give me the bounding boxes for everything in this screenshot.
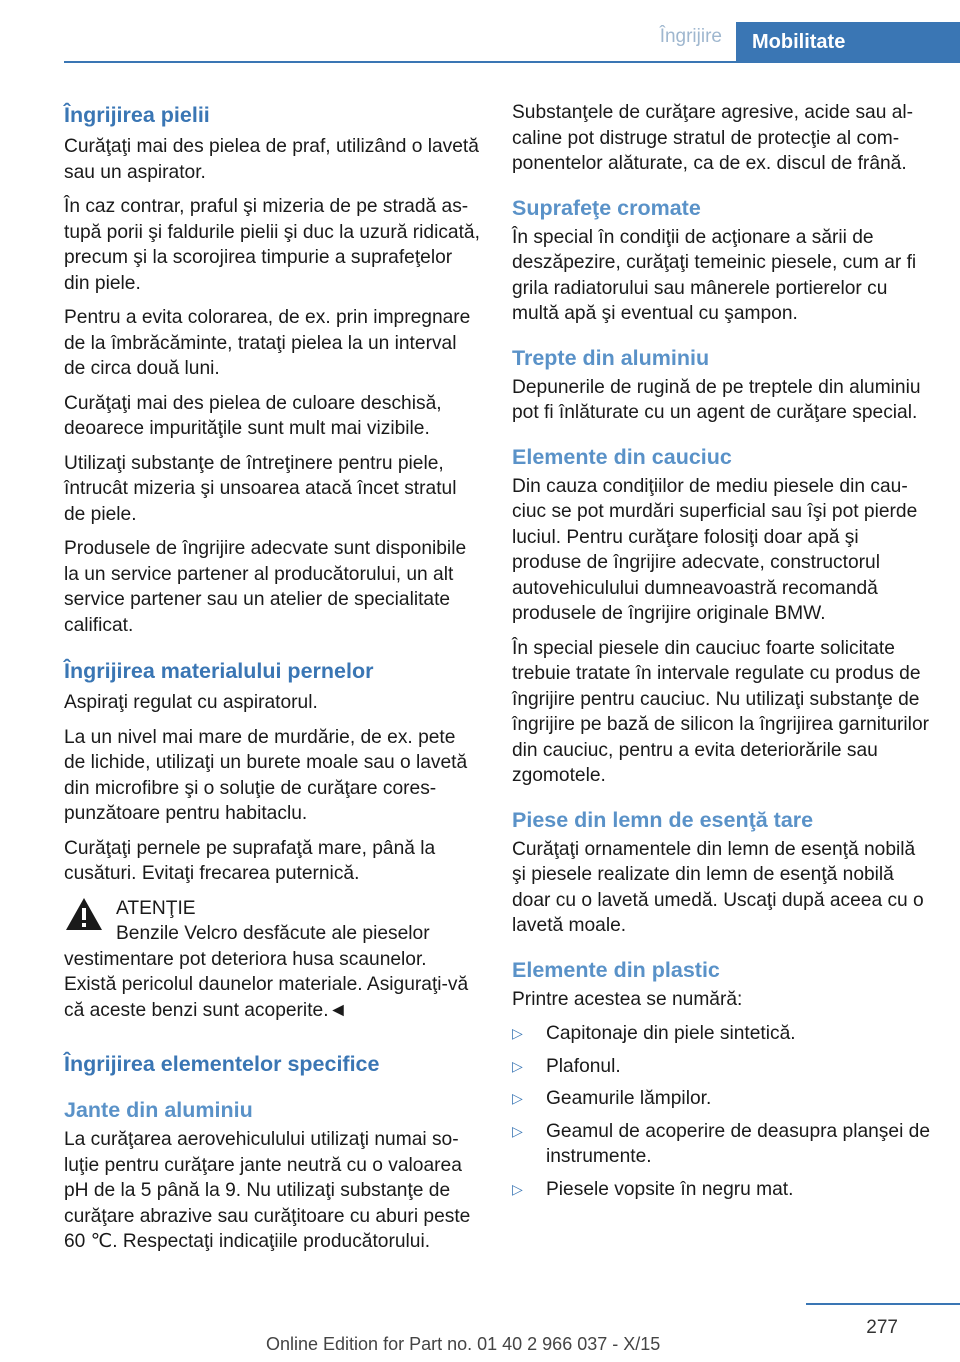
heading-aluminium-rims: Jante din aluminiu [64, 1098, 253, 1122]
heading-cushion-care: Îngrijirea materialului pernelor [64, 659, 374, 683]
triangle-bullet-icon: ▷ [512, 1122, 523, 1139]
left-column [64, 100, 482, 1264]
heading-hardwood-parts: Piese din lemn de esenţă tare [512, 807, 814, 832]
list-item: ▷ Geamurile lămpilor. [512, 1086, 930, 1112]
paragraph: Curăţaţi ornamentele din lemn de esenţă nobilă şi piesele realizate din lemn de esenţă nobilă doar cu o lavetă umedă. Uscaţi după aceea cu o lavetă moale. [512, 838, 924, 936]
paragraph: La un nivel mai mare de murdărie, de ex. pete de lichide, utilizaţi un burete moale sau o lavetă din microfibre şi o soluţie de curăţare corespunzătoare pentru habitaclu. [64, 726, 468, 824]
heading-plastic-elements: Elemente din plastic [512, 957, 720, 982]
paragraph: Aspiraţi regulat cu aspiratorul. [64, 692, 318, 713]
list-item: ▷ Plafonul. [512, 1054, 930, 1080]
triangle-bullet-icon: ▷ [512, 1057, 523, 1074]
warning-body: Benzile Velcro desfăcute ale pieselor vestimentare pot deteriora husa scaunelor. Există pericolul daunelor materiale. Asiguraţi-vă că aceste benzi sunt acoperite.◄ [64, 923, 469, 1021]
paragraph: Din cauza condiţiilor de mediu piesele din cauciuc se pot murdări superficial sau îşi pot pierde luciul. Pentru curăţare folosiţi doar apă şi produse de îngrijire adecvate, constructorul autovehiculului dumneavoastră recomandă produsele de îngrijire originale BMW. [512, 475, 918, 624]
triangle-bullet-icon: ▷ [512, 1090, 523, 1106]
paragraph: Substanţele de curăţare agresive, acide sau alcaline pot distruge stratul de protecţie al componentelor alăturate, ca de ex. discul de frână. [512, 102, 914, 174]
paragraph: În special în condiţii de acţionare a sării de deszăpezire, curăţaţi temeinic piesele, cum ar fi grila radiatorului sau mânerele portierelor cu multă apă şi eventual cu şampon. [512, 226, 917, 324]
warning-box [64, 896, 482, 1024]
paragraph: Pentru a evita colorarea, de ex. prin impregnare de la îmbrăcăminte, trataţi pielea la un interval de circa două luni. [64, 307, 471, 379]
heading-aluminium-steps: Trepte din aluminiu [512, 345, 710, 370]
paragraph: Depunerile de rugină de pe treptele din aluminiu pot fi înlăturate cu un agent de curăţare special. [512, 376, 921, 423]
heading-specific-elements: Îngrijirea elementelor specifice [64, 1052, 380, 1076]
section-tab[interactable]: Îngrijire [659, 26, 722, 47]
footer-divider [806, 1303, 960, 1305]
triangle-bullet-icon: ▷ [512, 1025, 523, 1041]
page-header [0, 0, 960, 62]
edition-note: Online Edition for Part no. 01 40 2 966 037 - X/15 [266, 1334, 661, 1354]
paragraph: Printre acestea se numără: [512, 988, 743, 1010]
paragraph: Curăţaţi pernele pe suprafaţă mare, până la cusături. Evitaţi frecarea puternică. [64, 837, 436, 884]
plastic-list [512, 1021, 930, 1202]
chapter-tab[interactable]: Mobilitate [736, 22, 960, 62]
paragraph: În caz contrar, praful şi mizeria de pe stradă astupă porii şi faldurile pielii şi duc la uzură ridicată, precum şi la scorojirea timpurie a suprafeţelor din piele. [64, 196, 480, 294]
warning-triangle-icon [64, 896, 104, 932]
list-item: ▷ Geamul de acoperire de deasupra planşei de instrumente. [512, 1120, 931, 1167]
list-item: ▷ Capitonaje din piele sintetică. [512, 1021, 930, 1047]
paragraph: Curăţaţi mai des pielea de praf, utilizând o lavetă sau un aspirator. [64, 136, 479, 183]
header-divider [64, 61, 960, 63]
paragraph: În special piesele din cauciuc foarte solicitate trebuie tratate în intervale regulate cu produs de îngrijire pentru cauciuc. Nu utilizaţi substanţe de îngrijire pe bază de silicon la îngrijirea garniturilor din cauciuc, pentru a evita deteriorările sau zgomotele. [512, 637, 930, 786]
paragraph: Curăţaţi mai des pielea de culoare deschisă, deoarece impurităţile sunt mult mai vizibile. [64, 392, 442, 439]
paragraph: Produsele de îngrijire adecvate sunt disponibile la un service partener al producătorului, un alt service partener sau un atelier de specialitate calificat. [64, 538, 467, 636]
paragraph: Utilizaţi substanţe de întreţinere pentru piele, întrucât mizeria şi unsoarea atacă încet stratul de piele. [64, 452, 457, 525]
page-number: 277 [866, 1317, 898, 1338]
heading-rubber-elements: Elemente din cauciuc [512, 444, 732, 469]
list-item: ▷ Piesele vopsite în negru mat. [512, 1177, 930, 1203]
heading-chrome-surfaces: Suprafeţe cromate [512, 195, 701, 220]
paragraph: La curăţarea aerovehiculului utilizaţi numai soluţie pentru curăţare jante neutră cu o valoarea pH de la 5 până la 9. Nu utilizaţi substanţe de curăţare abrazive sau curăţitoare cu aburi peste 60 ℃. Respectaţi indicaţiile producătorului. [64, 1129, 471, 1252]
right-column [512, 100, 930, 1209]
triangle-bullet-icon: ▷ [512, 1180, 523, 1197]
warning-title: ATENŢIE [116, 897, 196, 919]
heading-leather-care: Îngrijirea pielii [64, 103, 210, 127]
